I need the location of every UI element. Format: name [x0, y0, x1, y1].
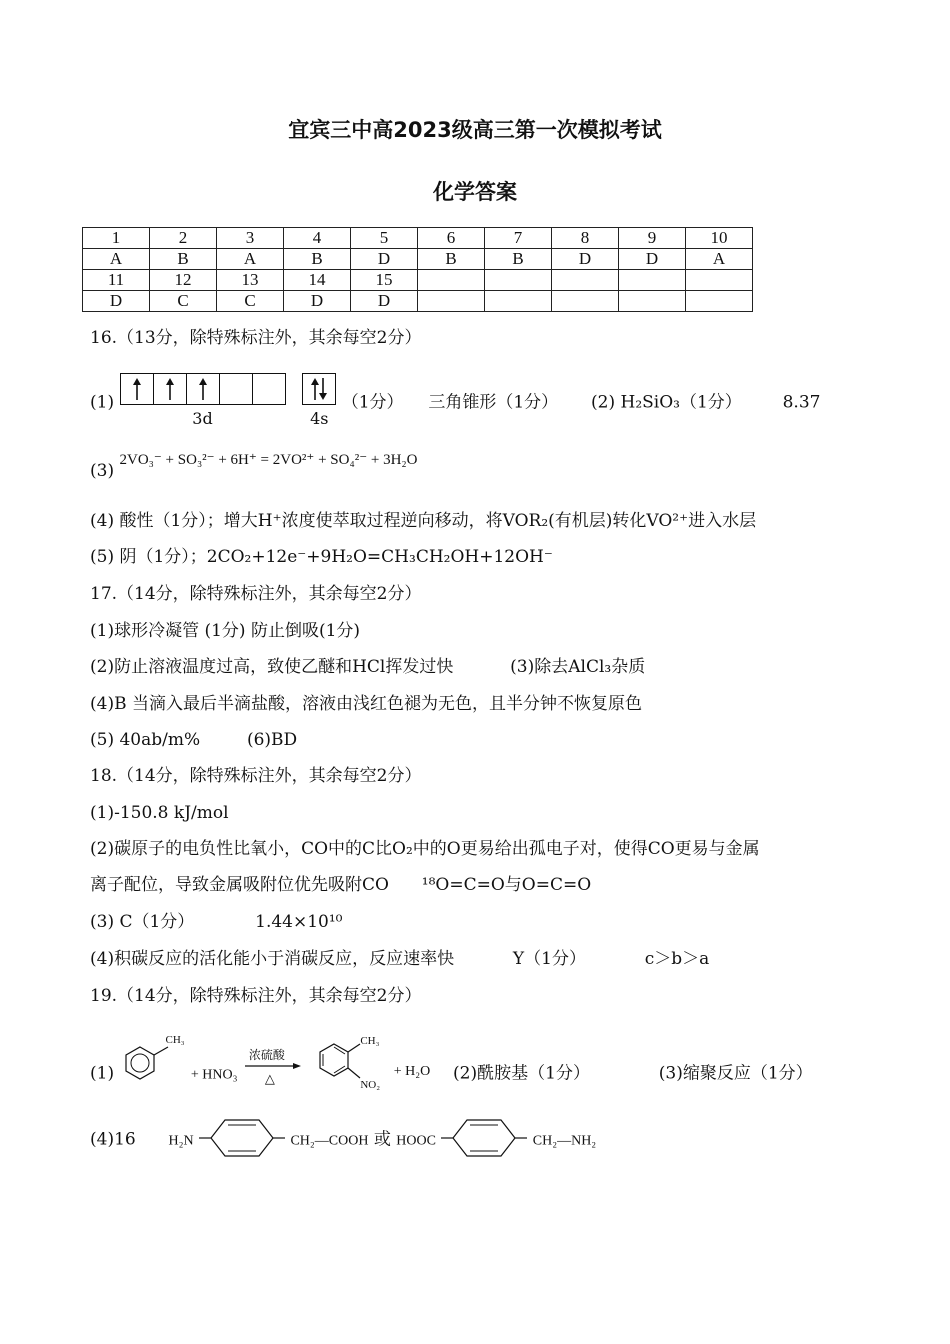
table-cell: 15 — [351, 270, 418, 291]
table-cell: A — [686, 249, 753, 270]
q18-part1: (1)-150.8 kJ/mol — [90, 803, 229, 823]
answer-text: Y（1分） — [512, 949, 586, 969]
answer-text: 8.37 — [782, 392, 821, 413]
no2-label: NO₂ — [360, 1079, 381, 1091]
table-cell: 1 — [83, 228, 150, 249]
answer-text: 1.44×10¹⁰ — [255, 912, 343, 932]
table-row — [83, 228, 753, 249]
q17-part4: (4)B 当滴入最后半滴盐酸，溶液由浅红色褪为无色，且半分钟不恢复原色 — [90, 694, 642, 714]
q17-part1: (1)球形冷凝管 (1分) 防止倒吸(1分) — [90, 621, 361, 641]
table-cell: D — [351, 249, 418, 270]
table-row — [83, 249, 753, 270]
table-cell: 2 — [150, 228, 217, 249]
q16-part1 — [90, 387, 821, 428]
table-cell: B — [485, 249, 552, 270]
catalyst-label: 浓硫酸 — [248, 1048, 285, 1062]
table-cell: 6 — [418, 228, 485, 249]
product-text: + H₂O — [393, 1063, 431, 1079]
answer-text: (6)BD — [246, 730, 298, 750]
table-cell: D — [552, 249, 619, 270]
answer-text: (3)除去AlCl₃杂质 — [510, 657, 646, 677]
table-cell: 4 — [284, 228, 351, 249]
table-cell — [418, 270, 485, 291]
answer-text: (2)防止溶液温度过高，致使乙醚和HCl挥发过快 — [90, 657, 454, 677]
table-cell: D — [83, 291, 150, 312]
q17-heading: 17.（14分，除特殊标注外，其余每空2分） — [90, 584, 422, 604]
ch3-label: CH₃ — [360, 1035, 380, 1047]
table-cell — [619, 291, 686, 312]
answer-text: (3)缩聚反应（1分） — [658, 1063, 813, 1084]
empty-orbital — [220, 374, 253, 404]
ch3-label: CH₃ — [165, 1034, 185, 1046]
equation: 2VO₃⁻ + SO₃²⁻ + 6H⁺ = 2VO²⁺ + SO₄²⁻ + 3H₂O — [119, 452, 418, 468]
orbital-4s — [302, 373, 336, 428]
up-arrow-icon — [121, 374, 154, 404]
table-cell — [418, 291, 485, 312]
table-row — [83, 291, 753, 312]
answer-text: ¹⁸O=C=O与O=C=O — [421, 875, 592, 895]
q16-part5: (5) 阴（1分）；2CO₂+12e⁻+9H₂O=CH₃CH₂OH+12OH⁻ — [90, 547, 553, 567]
q19-part1 — [90, 1034, 813, 1102]
structure-text: CH₂—NH₂ — [532, 1133, 597, 1149]
empty-orbital — [253, 374, 285, 404]
answer-text: 离子配位，导致金属吸附位优先吸附CO — [90, 875, 389, 895]
table-cell: 3 — [217, 228, 284, 249]
table-cell: 8 — [552, 228, 619, 249]
q16-part4: (4) 酸性（1分）；增大H⁺浓度使萃取过程逆向移动，将VOR₂(有机层)转化VO²⁺进入水层 — [90, 511, 757, 531]
q18-part2b — [90, 874, 591, 896]
table-cell: C — [150, 291, 217, 312]
up-arrow-icon — [187, 374, 220, 404]
table-cell: 5 — [351, 228, 418, 249]
score-note: （1分） — [341, 392, 404, 413]
table-cell: 7 — [485, 228, 552, 249]
table-cell: 9 — [619, 228, 686, 249]
table-cell — [485, 291, 552, 312]
benzene-ring-icon — [441, 1116, 527, 1160]
table-cell: A — [217, 249, 284, 270]
answer-text: 三角锥形（1分） — [428, 392, 559, 413]
orbital-label: 4s — [310, 409, 329, 428]
mc-answer-table — [82, 227, 753, 312]
answer-text: (3) C（1分） — [90, 912, 195, 932]
part-label: (2) — [591, 392, 616, 413]
or-text: 或 — [373, 1129, 391, 1150]
table-cell: B — [418, 249, 485, 270]
part-label: (3) — [90, 461, 115, 481]
benzene-ring-icon — [199, 1116, 285, 1160]
q18-part4 — [90, 948, 709, 970]
table-cell — [686, 291, 753, 312]
structure-text: H₂N — [168, 1133, 194, 1149]
table-cell: C — [217, 291, 284, 312]
table-cell: 11 — [83, 270, 150, 291]
reaction-arrow — [243, 1048, 303, 1084]
table-cell: A — [83, 249, 150, 270]
structure-text: HOOC — [396, 1133, 436, 1149]
q16-heading: 16.（13分，除特殊标注外，其余每空2分） — [90, 328, 422, 348]
toluene-structure — [120, 1034, 186, 1087]
heat-label: △ — [264, 1071, 275, 1086]
table-cell: 13 — [217, 270, 284, 291]
table-cell: 10 — [686, 228, 753, 249]
table-cell — [686, 270, 753, 291]
table-cell: B — [150, 249, 217, 270]
answer-text: (4)积碳反应的活化能小于消碳反应，反应速率快 — [90, 949, 455, 969]
answer-text: (2)酰胺基（1分） — [453, 1063, 590, 1084]
exam-subtitle: 化学答案 — [433, 180, 517, 204]
table-cell: 14 — [284, 270, 351, 291]
table-cell: D — [351, 291, 418, 312]
q19-part4 — [90, 1118, 596, 1162]
exam-title: 宜宾三中高2023级高三第一次模拟考试 — [288, 118, 662, 142]
q18-heading: 18.（14分，除特殊标注外，其余每空2分） — [90, 766, 422, 786]
orbital-label: 3d — [192, 409, 213, 428]
orbital-3d — [120, 373, 286, 428]
table-cell — [552, 291, 619, 312]
answer-text: H₂SiO₃（1分） — [620, 392, 742, 413]
reagent-text: + HNO₃ — [190, 1067, 238, 1083]
structure-text: CH₂—COOH — [290, 1133, 369, 1149]
table-cell: D — [619, 249, 686, 270]
table-cell — [485, 270, 552, 291]
answer-text: (5) 40ab/m% — [90, 730, 201, 750]
part-label: (1) — [90, 392, 115, 413]
table-cell: 12 — [150, 270, 217, 291]
table-cell: B — [284, 249, 351, 270]
up-arrow-icon — [154, 374, 187, 404]
answer-text: c＞b＞a — [644, 949, 710, 969]
table-cell: D — [284, 291, 351, 312]
table-cell — [552, 270, 619, 291]
nitrotoluene-structure — [308, 1034, 388, 1090]
q19-heading: 19.（14分，除特殊标注外，其余每空2分） — [90, 986, 422, 1006]
table-cell — [619, 270, 686, 291]
table-row — [83, 270, 753, 291]
q17-part2-3 — [90, 656, 645, 678]
q16-part3 — [90, 452, 418, 483]
q18-part2a: (2)碳原子的电负性比氧小，CO中的C比O₂中的O更易给出孤电子对，使得CO更易与金属 — [90, 839, 760, 859]
q18-part3 — [90, 911, 342, 933]
q17-part5-6 — [90, 729, 297, 751]
part-label: (1) — [90, 1063, 115, 1084]
up-down-arrow-icon — [303, 374, 335, 404]
part-label: (4)16 — [90, 1129, 136, 1150]
